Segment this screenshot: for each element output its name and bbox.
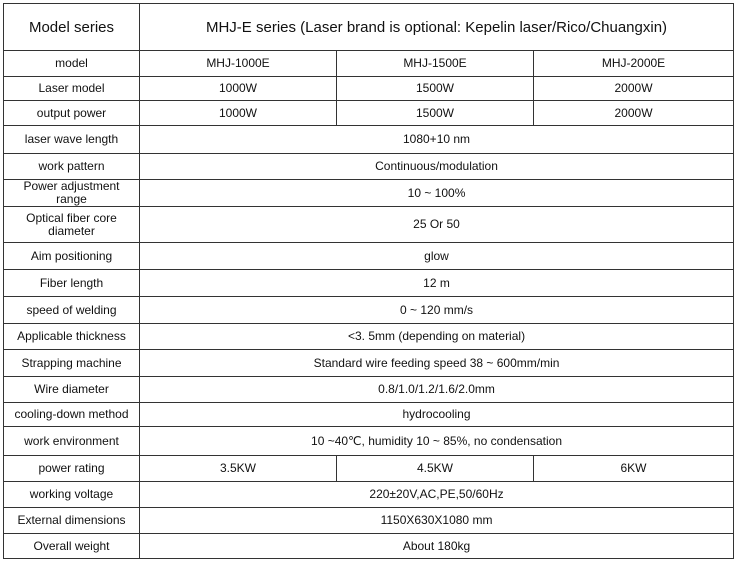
row-label: Laser model bbox=[4, 77, 140, 101]
row-label: speed of welding bbox=[4, 297, 140, 324]
table-row bbox=[4, 350, 734, 377]
row-label: cooling-down method bbox=[4, 403, 140, 427]
cell-value: 0.8/1.0/1.2/1.6/2.0mm bbox=[140, 377, 734, 403]
table-row bbox=[4, 270, 734, 297]
row-label: working voltage bbox=[4, 482, 140, 508]
cell-value: 2000W bbox=[534, 77, 734, 101]
header-label: Model series bbox=[4, 4, 140, 51]
cell-value: 0 ~ 120 mm/s bbox=[140, 297, 734, 324]
table-row bbox=[4, 534, 734, 559]
table-row bbox=[4, 297, 734, 324]
spec-table bbox=[3, 3, 734, 559]
table-row bbox=[4, 51, 734, 77]
cell-value: About 180kg bbox=[140, 534, 734, 559]
cell-value: 1150X630X1080 mm bbox=[140, 508, 734, 534]
cell-value: 6KW bbox=[534, 456, 734, 482]
table-row bbox=[4, 508, 734, 534]
row-label: External dimensions bbox=[4, 508, 140, 534]
row-label: model bbox=[4, 51, 140, 77]
table-row bbox=[4, 154, 734, 180]
table-row bbox=[4, 101, 734, 126]
table-row bbox=[4, 77, 734, 101]
cell-value: hydrocooling bbox=[140, 403, 734, 427]
cell-value: Continuous/modulation bbox=[140, 154, 734, 180]
table-row bbox=[4, 180, 734, 207]
cell-value: 10 ~40℃, humidity 10 ~ 85%, no condensation bbox=[140, 427, 734, 456]
row-label: Optical fiber core diameter bbox=[4, 207, 140, 243]
row-label: power rating bbox=[4, 456, 140, 482]
cell-value: 2000W bbox=[534, 101, 734, 126]
table-row bbox=[4, 126, 734, 154]
cell-value: 1500W bbox=[337, 101, 534, 126]
row-label: Applicable thickness bbox=[4, 324, 140, 350]
table-row bbox=[4, 377, 734, 403]
cell-value: MHJ-1500E bbox=[337, 51, 534, 77]
cell-value: glow bbox=[140, 243, 734, 270]
cell-value: 1000W bbox=[140, 77, 337, 101]
cell-value: 25 Or 50 bbox=[140, 207, 734, 243]
header-row bbox=[4, 4, 734, 51]
table-row bbox=[4, 324, 734, 350]
row-label: Overall weight bbox=[4, 534, 140, 559]
row-label: Aim positioning bbox=[4, 243, 140, 270]
row-label: Fiber length bbox=[4, 270, 140, 297]
cell-value: 1080+10 nm bbox=[140, 126, 734, 154]
table-row bbox=[4, 482, 734, 508]
row-label: work pattern bbox=[4, 154, 140, 180]
cell-value: 10 ~ 100% bbox=[140, 180, 734, 207]
cell-value: MHJ-2000E bbox=[534, 51, 734, 77]
header-title: MHJ-E series (Laser brand is optional: Kepelin laser/Rico/Chuangxin) bbox=[140, 4, 734, 51]
table-row bbox=[4, 403, 734, 427]
cell-value: 4.5KW bbox=[337, 456, 534, 482]
cell-value: 1000W bbox=[140, 101, 337, 126]
cell-value: <3. 5mm (depending on material) bbox=[140, 324, 734, 350]
cell-value: 220±20V,AC,PE,50/60Hz bbox=[140, 482, 734, 508]
row-label: Power adjustment range bbox=[4, 180, 140, 207]
cell-value: 1500W bbox=[337, 77, 534, 101]
table-row bbox=[4, 427, 734, 456]
cell-value: Standard wire feeding speed 38 ~ 600mm/min bbox=[140, 350, 734, 377]
table-row bbox=[4, 207, 734, 243]
row-label: Strapping machine bbox=[4, 350, 140, 377]
cell-value: 3.5KW bbox=[140, 456, 337, 482]
cell-value: 12 m bbox=[140, 270, 734, 297]
table-row bbox=[4, 456, 734, 482]
table-row bbox=[4, 243, 734, 270]
row-label: laser wave length bbox=[4, 126, 140, 154]
cell-value: MHJ-1000E bbox=[140, 51, 337, 77]
row-label: output power bbox=[4, 101, 140, 126]
row-label: Wire diameter bbox=[4, 377, 140, 403]
row-label: work environment bbox=[4, 427, 140, 456]
